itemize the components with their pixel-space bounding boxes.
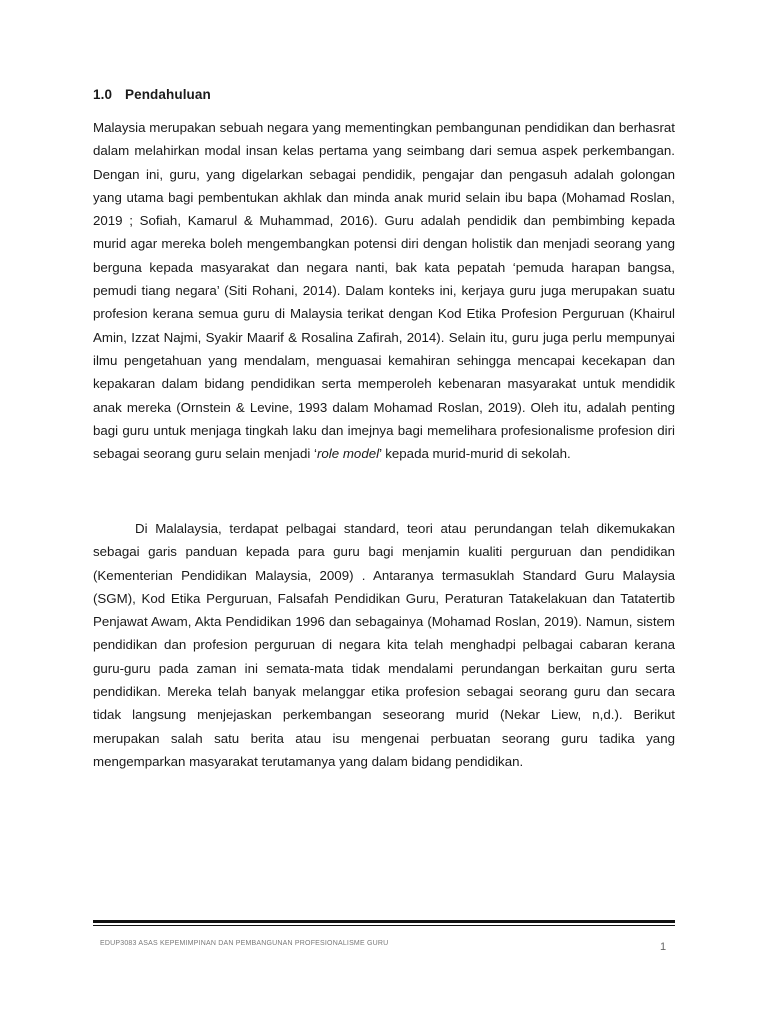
paragraph-text-end: ’ kepada murid-murid di sekolah. (379, 446, 571, 462)
footer-divider-thin (93, 925, 675, 926)
italic-term: role model (316, 446, 380, 462)
paragraph-standards: Di Malalaysia, terdapat pelbagai standard, teori atau perundangan telah dikemukakan sebagai garis panduan kepada para guru bagi menjamin kualiti perguruan dan pendidikan (Kementerian Pendidikan Malaysia, 2009) . Antaranya termasuklah Standard Guru Malaysia (SGM), Kod Etika Perguruan, Falsafah Pendidikan Guru, Peraturan Tatakelakuan dan Tatatertib Penjawat Awam, Akta Pendidikan 1996 dan sebagainya (Mohamad Roslan, 2019). Namun, sistem pendidikan dan profesion perguruan di negara kita telah menghadpi pelbagai cabaran kerana guru-guru pada zaman ini semata-mata tidak mendalami perundangan berkaitan guru serta pendidikan. Mereka telah banyak melanggar etika profesion sebagai seorang guru dan secara tidak langsung menjejaskan perkembangan seseorang murid (Nekar Liew, n,d.). Berikut merupakan salah satu berita atau isu mengenai perbuatan seorang guru tadika yang mengemparkan masyarakat terutamanya yang dalam bidang pendidikan. (93, 521, 675, 769)
footer-divider (93, 920, 675, 923)
section-number: 1.0 (93, 87, 113, 102)
page-number: 1 (660, 941, 667, 953)
section-title: Pendahuluan (125, 87, 211, 102)
paragraph-introduction (93, 116, 675, 465)
paragraph-text: Malaysia merupakan sebuah negara yang mementingkan pembangunan pendidikan dan berhasrat dalam melahirkan modal insan kelas pertama yang seimbang dari semua aspek perkembangan. Dengan ini, guru, yang digelarkan sebagai pendidik, pengajar dan pengasuh adalah golongan yang utama bagi pembentukan akhlak dan minda anak murid selain ibu bapa (Mohamad Roslan, 2019 ; Sofiah, Kamarul & Muhammad, 2016). Guru adalah pendidik dan pembimbing kepada murid agar mereka boleh mengembangkan potensi diri dengan holistik dan menjadi seorang yang berguna kepada masyarakat dan negara nanti, bak kata pepatah ‘pemuda harapan bangsa, pemudi tiang negara’ (Siti Rohani, 2014). Dalam konteks ini, kerjaya guru juga merupakan suatu profesion kerana semua guru di Malaysia terikat dengan Kod Etika Profesion Perguruan (Khairul Amin, Izzat Najmi, Syakir Maarif & Rosalina Zafirah, 2014). Selain itu, guru juga perlu mempunyai ilmu pengetahuan yang mendalam, menguasai kemahiran sehingga mencapai kecekapan dan kepakaran dalam bidang pendidikan serta memperoleh kebenaran masyarakat untuk mendidik anak mereka (Ornstein & Levine, 1993 dalam Mohamad Roslan, 2019). Oleh itu, adalah penting bagi guru untuk menjaga tingkah laku dan imejnya bagi memelihara profesionalisme profesion diri sebagai seorang guru selain menjadi ‘ (93, 120, 675, 462)
section-heading (93, 87, 211, 102)
footer-course-title: EDUP3083 ASAS KEPEMIMPINAN DAN PEMBANGUNAN PROFESIONALISME GURU (100, 940, 389, 947)
